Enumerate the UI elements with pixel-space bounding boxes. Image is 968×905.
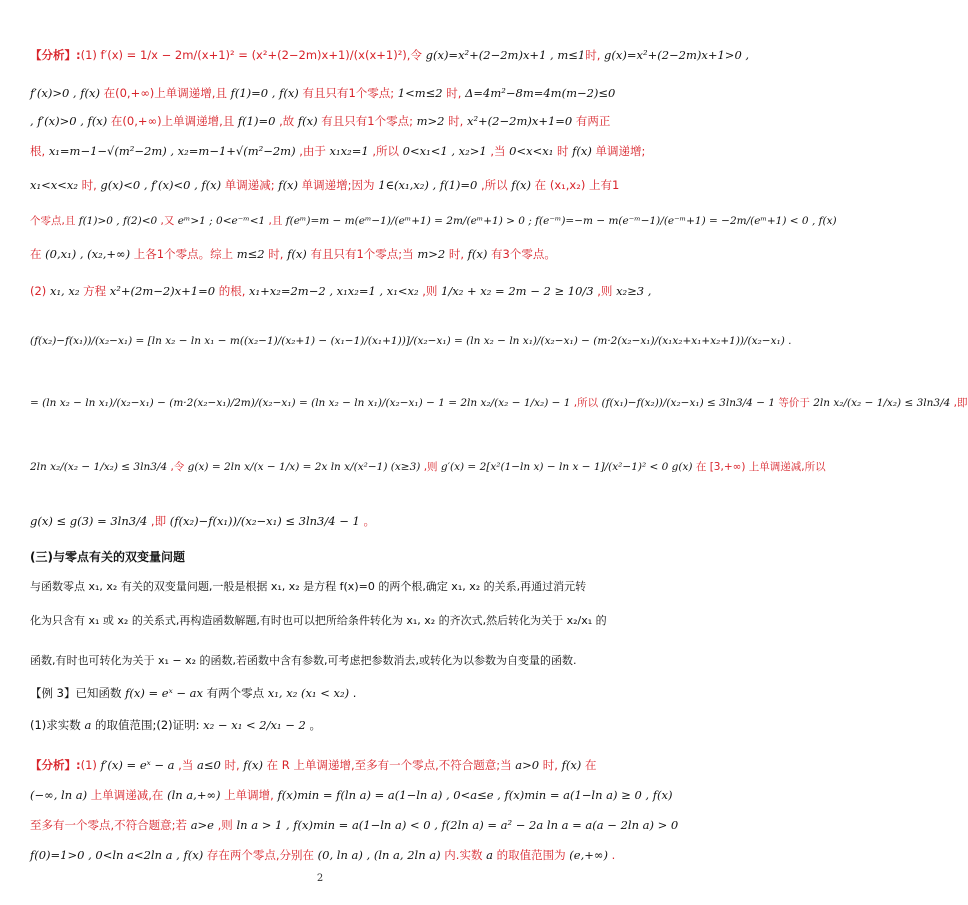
text: ,令: [406, 48, 422, 62]
text: 有且只有1个零点;当: [306, 247, 418, 261]
text: 在(0,+∞)上单调递增,且: [107, 114, 238, 128]
text: ,即: [147, 514, 170, 528]
text: 存在两个零点,分别在: [203, 848, 318, 862]
derivative-expression: (1) f′(x) = 1/x − 2m/(x+1)² = (x²+(2−2m)x+1)/(x(x+1)²): [80, 48, 407, 62]
math: a>0: [515, 758, 540, 772]
math: x₁, x₂ (x₁ < x₂): [267, 686, 350, 700]
math: (f(x₂)−f(x₁))/(x₂−x₁) ≤ 3ln3/4 − 1: [169, 514, 360, 528]
text: 有且只有1个零点;: [298, 86, 395, 100]
text: 时,: [442, 86, 462, 100]
text: (1)求实数: [30, 718, 85, 732]
text: ,则: [214, 818, 237, 832]
text: ,故: [275, 114, 298, 128]
math: 0<x₁<1 , x₂>1: [402, 144, 487, 158]
text: ,当: [174, 758, 197, 772]
math: 2ln x₂/(x₂ − 1/x₂) ≤ 3ln3/4: [30, 461, 168, 473]
math: (f(x₂)−f(x₁))/(x₂−x₁) = [ln x₂ − ln x₁ − m((x₂−1)/(x₂+1) − (x₁−1)/(x₁+1))]/(x₂−x₁) = (ln x₂ − ln x₁)/(x₂−x₁) − (m·2(x₂−x₁)/(x₁x₂+x₁+x₂+1))/(x₂−x₁) .: [30, 335, 792, 347]
g-function-line: [30, 458, 826, 476]
analysis-1-line-5: [30, 176, 620, 194]
analysis-1-line-6: [30, 212, 837, 230]
math: (e,+∞): [569, 848, 608, 862]
analysis-3-line-2: [30, 786, 673, 804]
math: f(1)=0 , f(x): [230, 86, 299, 100]
math: a: [486, 848, 493, 862]
analysis-3-line-4: [30, 846, 616, 864]
math: f(1)=0: [237, 114, 276, 128]
math: 1∈(x₁,x₂) , f(1)=0: [374, 178, 478, 192]
math: g′(x) = 2[x²(1−ln x) − ln x − 1]/(x²−1)² < 0: [440, 461, 669, 473]
math: a: [84, 718, 92, 732]
text: 有3个零点。: [487, 247, 556, 261]
math: x₂ − x₁ < 2/x₁ − 2: [203, 718, 306, 732]
text: 根,: [30, 144, 49, 158]
math: (−∞, ln a): [30, 788, 88, 802]
math: g(x)=x²+(2−2m)x+1 , m≤1: [421, 48, 586, 62]
text: ,所以: [368, 144, 403, 158]
math: f(x): [297, 114, 318, 128]
math: f′(x) = eˣ − a: [96, 758, 175, 772]
text: ,则: [420, 461, 441, 473]
text: 有且只有1个零点;: [317, 114, 413, 128]
math: (0,x₁) , (x₂,+∞): [45, 247, 131, 261]
math: (0, ln a) , (ln a, 2ln a): [317, 848, 441, 862]
math: m≤2: [236, 247, 265, 261]
text: 方程: [79, 284, 110, 298]
text: 在: [30, 247, 46, 261]
text: 时,: [264, 247, 288, 261]
math: x₂≥3 ,: [616, 284, 652, 298]
math: f(0)=1>0 , 0<ln a<2ln a , f(x): [30, 848, 204, 862]
section-heading: (三)与零点有关的双变量问题: [30, 550, 185, 564]
text: 时,: [539, 758, 562, 772]
text: 单调递增;因为: [298, 178, 375, 192]
math: 2ln x₂/(x₂ − 1/x₂) ≤ 3ln3/4: [813, 397, 951, 409]
math: g(x) = 2ln x/(x − 1/x) = 2x ln x/(x²−1) (x≥3): [187, 461, 421, 473]
math: f′(x)>0 , f(x): [30, 86, 100, 100]
analysis-1-line-2: [30, 84, 616, 102]
text: 单调递减;: [221, 178, 275, 192]
math: eᵐ>1 ; 0<e⁻ᵐ<1: [177, 215, 266, 227]
text: 单调递增;: [591, 144, 646, 158]
math: f(1)>0 , f(2)<0: [78, 215, 158, 227]
math: f(eᵐ)=m − m(eᵐ−1)/(eᵐ+1) = 2m/(eᵐ+1) > 0 ; f(e⁻ᵐ)=−m − m(e⁻ᵐ−1)/(e⁻ᵐ+1) = −2m/(eᵐ+1) < 0 ,: [285, 215, 816, 227]
text: 上单调递减,在: [87, 788, 168, 802]
math: = (ln x₂ − ln x₁)/(x₂−x₁) − (m·2(x₂−x₁)/2m)/(x₂−x₁) = (ln x₂ − ln x₁)/(x₂−x₁) − 1 = 2ln x₂/(x₂ − 1/x₂) − 1: [30, 397, 571, 409]
text: 时,: [220, 758, 244, 772]
math: f(x) = eˣ − ax: [125, 686, 203, 700]
analysis-2-line-1: [30, 282, 652, 300]
text: 有两个零点: [202, 686, 268, 700]
text: .: [349, 686, 357, 700]
math: ln a > 1 , f(x)min = a(1−ln a) < 0 , f(2ln a) = a² − 2a ln a = a(a − 2ln a) > 0: [236, 818, 679, 832]
text: 在 R 上单调递增,至多有一个零点,不符合题意;当: [263, 758, 516, 772]
text: 内.实数: [440, 848, 487, 862]
math: f(x): [572, 144, 592, 158]
text: 上单调增,: [220, 788, 278, 802]
math: f(x): [274, 178, 299, 192]
math: f(x): [815, 215, 837, 227]
text: 在 [3,+∞) 上单调递减,所以: [692, 461, 826, 473]
analysis-1-line-4: [30, 142, 646, 160]
example-3-statement: [30, 684, 612, 702]
section-paragraph-line-3: 函数,有时也可转化为关于 x₁ − x₂ 的函数,若函数中含有参数,可考虑把参数消去,或转化为以参数为自变量的函数.: [30, 654, 577, 667]
math: Δ=4m²−8m=4m(m−2)≤0: [461, 86, 616, 100]
text: ,所以: [477, 178, 508, 192]
text: ,由于: [295, 144, 330, 158]
text: ,则: [418, 284, 442, 298]
conclusion-line: [30, 512, 612, 530]
math: 0<x<x₁: [509, 144, 554, 158]
text: 时,: [77, 178, 101, 192]
math: m>2: [412, 114, 445, 128]
math: m>2: [417, 247, 446, 261]
section-paragraph-line-1: 与函数零点 x₁, x₂ 有关的双变量问题,一般是根据 x₁, x₂ 是方程 f(x)=0 的两个根,确定 x₁, x₂ 的关系,再通过消元转: [30, 580, 587, 593]
math: a≤0: [197, 758, 221, 772]
math: x₁<x<x₂: [30, 178, 78, 192]
math: x₁=m−1−√(m²−2m) , x₂=m−1+√(m²−2m): [48, 144, 296, 158]
math: x₁x₂=1: [329, 144, 369, 158]
math: g(x): [668, 461, 693, 473]
text: ,则: [593, 284, 617, 298]
text: 等价于: [775, 397, 814, 409]
analysis-1-line-1: [30, 46, 750, 64]
math: g(x) ≤ g(3) = 3ln3/4: [30, 514, 148, 528]
text: 在 (x₁,x₂) 上有1: [531, 178, 620, 192]
math: f(x): [561, 758, 582, 772]
text: 至多有一个零点,不符合题意;若: [30, 818, 191, 832]
text: 上各1个零点。综上: [130, 247, 237, 261]
math: x²+(2m−2)x+1=0: [109, 284, 216, 298]
math: 1/x₂ + x₂ = 2m − 2 ≥ 10/3: [441, 284, 594, 298]
math: f(x): [287, 247, 307, 261]
text: 时,: [445, 247, 468, 261]
difference-quotient-equation-2: [30, 394, 968, 412]
text: 的取值范围;(2)证明:: [91, 718, 204, 732]
math: x²+(2−2m)x+1=0: [466, 114, 573, 128]
math: f(x): [507, 178, 532, 192]
text: 在: [581, 758, 597, 772]
math: g(x)=x²+(2−2m)x+1>0 ,: [600, 48, 750, 62]
math: (ln a,+∞): [167, 788, 221, 802]
text: ,且: [265, 215, 286, 227]
text: 的根,: [215, 284, 250, 298]
page-number: 2: [316, 873, 324, 884]
math: (f(x₁)−f(x₂))/(x₂−x₁) ≤ 3ln3/4 − 1: [601, 397, 776, 409]
analysis-tag: 【分析】:: [30, 48, 81, 62]
text: (1): [80, 758, 97, 772]
text: 。: [359, 514, 375, 528]
text: ,令: [167, 461, 188, 473]
math: f(x)min = f(ln a) = a(1−ln a) , 0<a≤e , f(x)min = a(1−ln a) ≥ 0 , f(x): [277, 788, 673, 802]
math: , f′(x)>0 , f(x): [30, 114, 108, 128]
text: 在(0,+∞)上单调递增,且: [99, 86, 231, 100]
text: 。: [305, 718, 321, 732]
example-3-questions: [30, 716, 612, 734]
text: 【例 3】已知函数: [30, 686, 126, 700]
analysis-1-line-3: [30, 112, 612, 130]
math: g(x)<0 , f′(x)<0 , f(x): [100, 178, 222, 192]
math: x₁+x₂=2m−2 , x₁x₂=1 , x₁<x₂: [249, 284, 419, 298]
text: 时,: [585, 48, 601, 62]
analysis-1-line-7: [30, 245, 612, 263]
text: 有两正: [572, 114, 611, 128]
math: x₁, x₂: [46, 284, 80, 298]
text: ,又: [157, 215, 178, 227]
analysis-3-line-3: [30, 816, 679, 834]
tag: 【分析】:: [30, 758, 81, 772]
math: a>e: [190, 818, 214, 832]
text: 时,: [444, 114, 467, 128]
text: (2): [30, 284, 47, 298]
text: ,即: [950, 397, 968, 409]
text: 时: [553, 144, 573, 158]
analysis-3-line-1: [30, 756, 612, 774]
text: 的取值范围为: [492, 848, 570, 862]
text: ,当: [486, 144, 510, 158]
math: f(x): [243, 758, 263, 772]
section-paragraph-line-2: 化为只含有 x₁ 或 x₂ 的关系式,再构造函数解题,有时也可以把所给条件转化为 x₁, x₂ 的齐次式,然后转化为关于 x₂/x₁ 的: [30, 614, 607, 627]
text: .: [607, 848, 616, 862]
math: f(x): [467, 247, 488, 261]
text: 个零点,且: [30, 215, 79, 227]
math: 1<m≤2: [394, 86, 443, 100]
text: ,所以: [570, 397, 602, 409]
difference-quotient-equation-1: [30, 332, 792, 350]
